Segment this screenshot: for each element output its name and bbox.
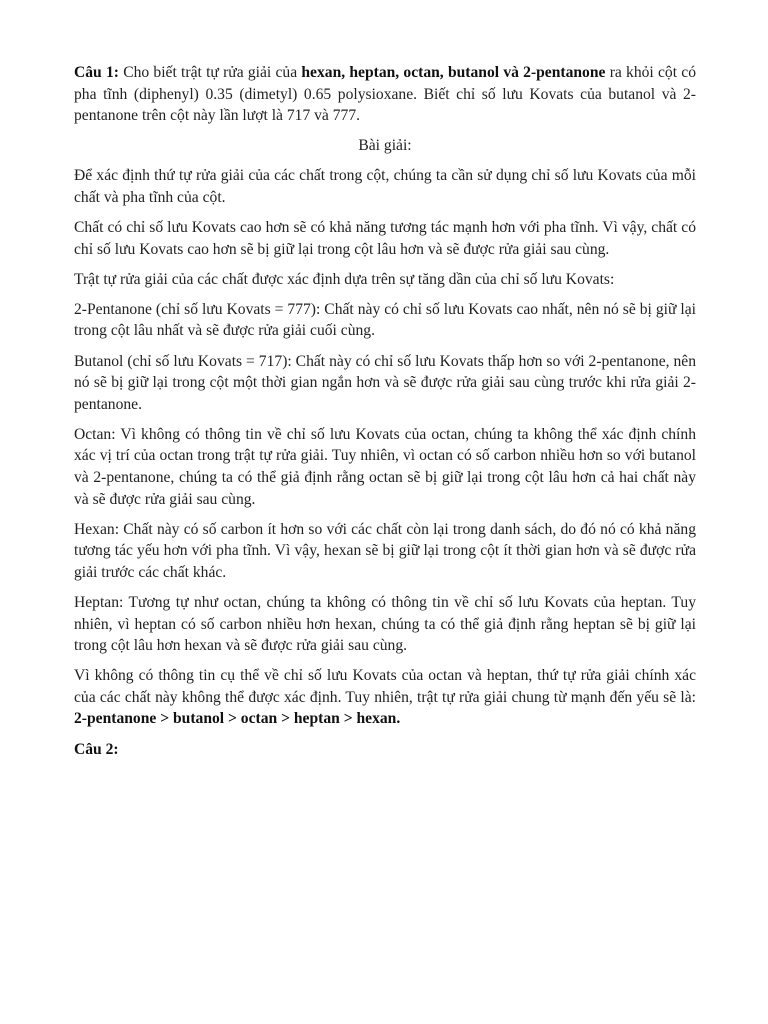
conclusion-text: Vì không có thông tin cụ thể về chỉ số lưu Kovats của octan và heptan, thứ tự rửa giải chính xác của các chất này không thể được xác định. Tuy nhiên, trật tự rửa giải chung từ mạnh đến yếu sẽ là: [74,667,696,706]
solution-title: Bài giải: [358,137,412,155]
paragraph: Heptan: Tương tự như octan, chúng ta không có thông tin về chỉ số lưu Kovats của heptan. Tuy nhiên, vì heptan có số carbon nhiều hơn hexan, chúng ta có thể giả định rằng heptan sẽ bị giữ lại trong cột lâu hơn hexan và sẽ được rửa giải sau cùng. [74,593,696,655]
question-2 [74,739,696,761]
paragraph: Trật tự rửa giải của các chất được xác định dựa trên sự tăng dần của chỉ số lưu Kovats: [74,270,615,288]
paragraph: Butanol (chỉ số lưu Kovats = 717): Chất này có chỉ số lưu Kovats thấp hơn so với 2-pentanone, nên nó sẽ bị giữ lại trong cột một thời gian ngắn hơn và sẽ được rửa giải sau cùng trước khi rửa giải 2-pentanone. [74,352,696,413]
paragraph: Để xác định thứ tự rửa giải của các chất trong cột, chúng ta cần sử dụng chỉ số lưu Kovats của mỗi chất và pha tĩnh của cột. [74,167,696,206]
document-page [74,62,696,769]
paragraph: Octan: Vì không có thông tin về chỉ số lưu Kovats của octan, chúng ta không thể xác định chính xác vị trí của octan trong trật tự rửa giải. Tuy nhiên, vì octan có số carbon nhiều hơn so với butanol và 2-pentanone, chúng ta có thể giả định rằng octan sẽ bị giữ lại trong cột lâu hơn cả hai chất này và sẽ được rửa giải sau cùng. [74,425,696,508]
paragraph: Hexan: Chất này có số carbon ít hơn so với các chất còn lại trong danh sách, do đó nó có khả năng tương tác yếu hơn với pha tĩnh. Vì vậy, hexan sẽ bị giữ lại trong cột ít thời gian hơn và sẽ được rửa giải trước các chất khác. [74,520,696,581]
paragraph: 2-Pentanone (chỉ số lưu Kovats = 777): Chất này có chỉ số lưu Kovats cao nhất, nên nó sẽ bị giữ lại trong cột lâu nhất và sẽ được rửa giải cuối cùng. [74,300,696,340]
question-1-label: Câu 1: [74,64,119,81]
question-1-text-cont: ra khỏi cột có pha tĩnh (diphenyl) 0.35 (dimetyl) 0.65 polysioxane. Biết chỉ số lưu Kovats của butanol và 2-pentanone trên cột này lần lượt là 717 và 777. [74,64,696,125]
question-1-text: Cho biết trật tự rửa giải của [118,64,302,81]
question-2-label: Câu 2: [74,740,119,758]
question-1-compounds: hexan, heptan, octan, butanol và 2-pentanone [301,64,606,81]
elution-order: 2-pentanone > butanol > octan > heptan > hexan. [74,710,401,728]
paragraph: Chất có chỉ số lưu Kovats cao hơn sẽ có khả năng tương tác mạnh hơn với pha tĩnh. Vì vậy, chất có chỉ số lưu Kovats cao hơn sẽ bị giữ lại trong cột lâu hơn và sẽ được rửa giải sau cùng. [74,219,696,258]
question-1 [74,62,696,127]
conclusion [74,665,696,730]
